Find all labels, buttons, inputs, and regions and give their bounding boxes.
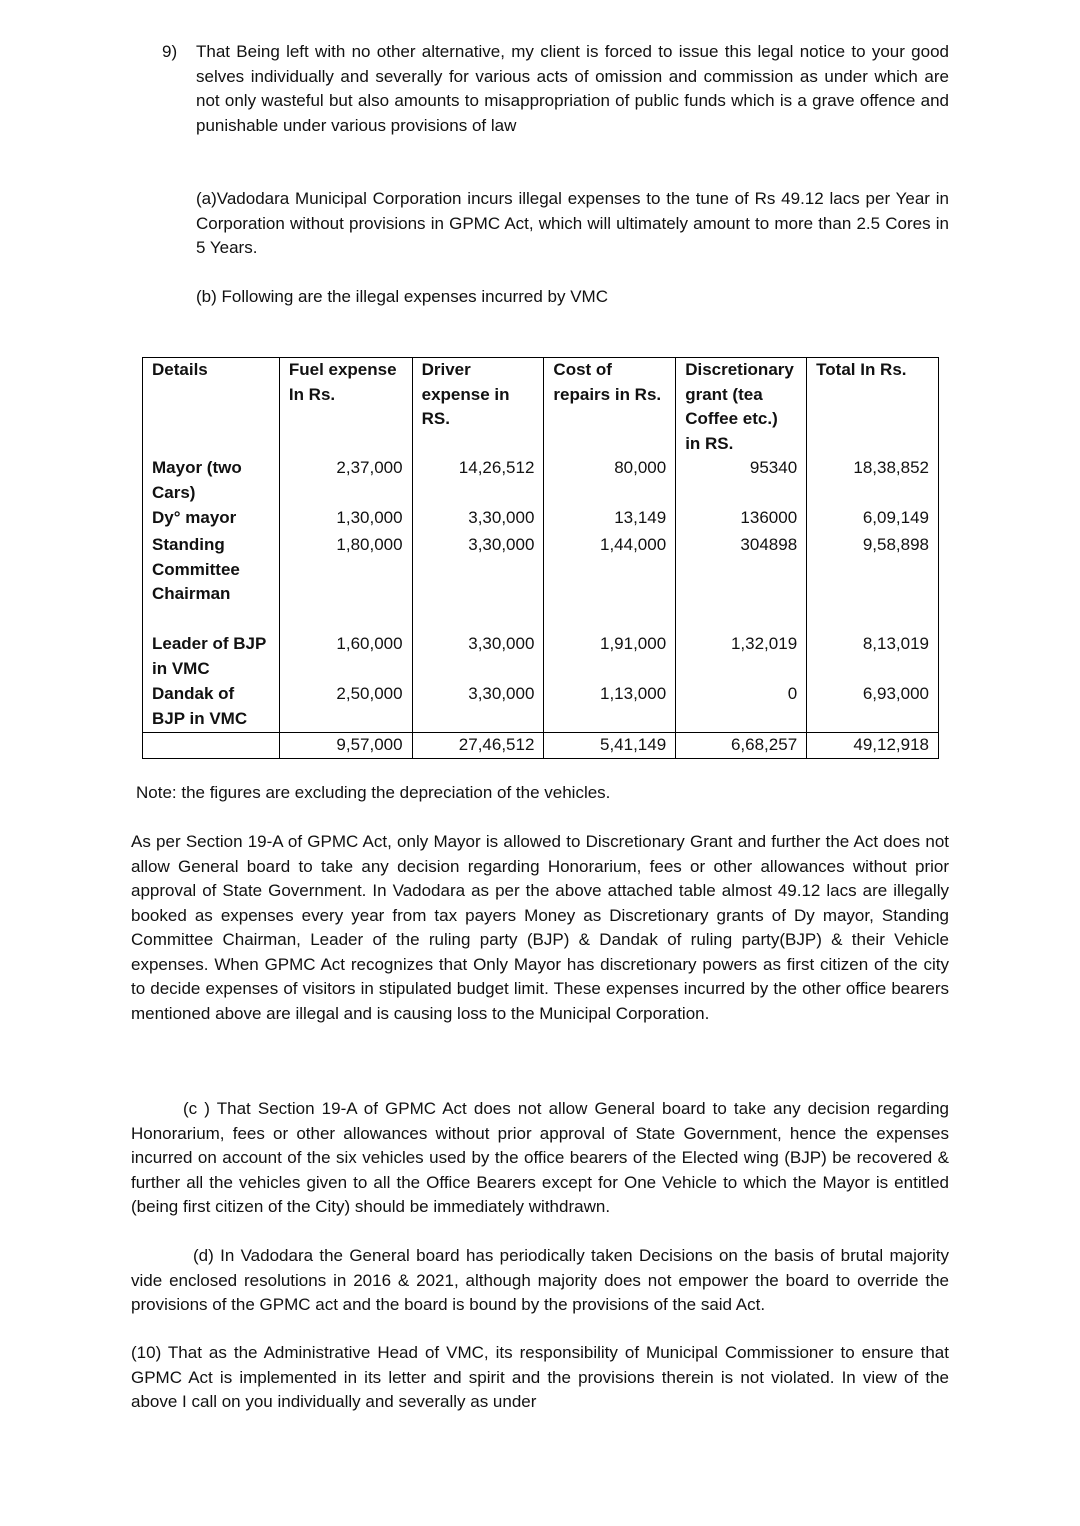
row-details: Leader of BJP in VMC bbox=[143, 632, 280, 682]
expense-table bbox=[142, 357, 939, 759]
table-row bbox=[143, 456, 939, 506]
cell-repairs: 1,13,000 bbox=[544, 682, 676, 733]
cell-grant: 95340 bbox=[676, 456, 807, 506]
cell-total: 6,09,149 bbox=[807, 506, 939, 533]
cell-grant: 0 bbox=[676, 682, 807, 733]
total-fuel: 9,57,000 bbox=[279, 733, 412, 759]
cell-fuel: 1,60,000 bbox=[279, 632, 412, 682]
cell-repairs: 1,91,000 bbox=[544, 632, 676, 682]
paragraph-d-text: (d) In Vadodara the General board has periodically taken Decisions on the basis of brutal majority vide enclosed resolutions in 2016 & 2021, although majority does not empower the board to override the provisions of the GPMC act and the board is bound by the provisions of the said Act. bbox=[131, 1246, 949, 1314]
cell-repairs: 80,000 bbox=[544, 456, 676, 506]
paragraph-a: (a)Vadodara Municipal Corporation incurs illegal expenses to the tune of Rs 49.12 lacs per Year in Corporation without provisions in GPMC Act, which will ultimately amount to more than 2.5 Cores in 5 Years. bbox=[196, 189, 949, 257]
cell-total: 9,58,898 bbox=[807, 533, 939, 632]
cell-total: 18,38,852 bbox=[807, 456, 939, 506]
cell-total: 8,13,019 bbox=[807, 632, 939, 682]
paragraph-9-number: 9) bbox=[162, 42, 178, 61]
section-19a-paragraph: As per Section 19-A of GPMC Act, only Mayor is allowed to Discretionary Grant and further the Act does not allow General board to take any decision regarding Honorarium, fees or other allowances without prior approval of State Government. In Vadodara as per the above attached table almost 49.12 lacs are illegally booked as expenses every year from tax payers Money as Discretionary grants of Dy mayor, Standing Committee Chairman, Leader of the ruling party (BJP) & Dandak of ruling party(BJP) & their Vehicle expenses. When GPMC Act recognizes that Only Mayor has discretionary powers as first citizen of the city to decide expenses of visitors in stipulated budget limit. These expenses incurred by the other office bearers mentioned above are illegal and is causing loss to the Municipal Corporation. bbox=[131, 832, 949, 1023]
cell-grant: 136000 bbox=[676, 506, 807, 533]
cell-driver: 3,30,000 bbox=[412, 506, 544, 533]
table-row bbox=[143, 682, 939, 733]
row-details: Mayor (two Cars) bbox=[143, 456, 280, 506]
paragraph-c-text: (c ) That Section 19-A of GPMC Act does not allow General board to take any decision regarding Honorarium, fees or other allowances without prior approval of State Government, hence the expenses incurred on account of the six vehicles used by the office bearers of the Elected wing (BJP) be recovered & further all the vehicles given to all the Office Bearers except for One Vehicle to which the Mayor is entitled (being first citizen of the City) should be immediately withdrawn. bbox=[131, 1099, 949, 1216]
total-total: 49,12,918 bbox=[807, 733, 939, 759]
table-row bbox=[143, 506, 939, 533]
row-details: Dy° mayor bbox=[143, 506, 280, 533]
header-details: Details bbox=[143, 358, 280, 457]
cell-grant: 304898 bbox=[676, 533, 807, 632]
cell-driver: 3,30,000 bbox=[412, 533, 544, 632]
paragraph-b: (b) Following are the illegal expenses incurred by VMC bbox=[196, 287, 608, 306]
table-header-row bbox=[143, 358, 939, 457]
cell-grant: 1,32,019 bbox=[676, 632, 807, 682]
cell-fuel: 2,37,000 bbox=[279, 456, 412, 506]
cell-repairs: 13,149 bbox=[544, 506, 676, 533]
header-total: Total In Rs. bbox=[807, 358, 939, 457]
row-details: Standing Committee Chairman bbox=[143, 533, 280, 632]
cell-total: 6,93,000 bbox=[807, 682, 939, 733]
cell-driver: 14,26,512 bbox=[412, 456, 544, 506]
cell-fuel: 1,80,000 bbox=[279, 533, 412, 632]
header-driver: Driver expense in RS. bbox=[412, 358, 544, 457]
header-repairs: Cost of repairs in Rs. bbox=[544, 358, 676, 457]
table-note: Note: the figures are excluding the depreciation of the vehicles. bbox=[136, 783, 611, 802]
header-grant: Discretionary grant (tea Coffee etc.) in RS. bbox=[676, 358, 807, 457]
paragraph-d bbox=[131, 1244, 949, 1318]
cell-driver: 3,30,000 bbox=[412, 632, 544, 682]
row-details: Dandak of BJP in VMC bbox=[143, 682, 280, 733]
cell-repairs: 1,44,000 bbox=[544, 533, 676, 632]
table-total-row bbox=[143, 733, 939, 759]
table-row bbox=[143, 632, 939, 682]
cell-driver: 3,30,000 bbox=[412, 682, 544, 733]
table-row bbox=[143, 533, 939, 632]
total-driver: 27,46,512 bbox=[412, 733, 544, 759]
header-fuel: Fuel expense In Rs. bbox=[279, 358, 412, 457]
paragraph-10: (10) That as the Administrative Head of VMC, its responsibility of Municipal Commissioner to ensure that GPMC Act is implemented in its letter and spirit and the provisions therein is not violated. In view of the above I call on you individually and severally as under bbox=[131, 1343, 949, 1411]
paragraph-c bbox=[131, 1097, 949, 1220]
total-grant: 6,68,257 bbox=[676, 733, 807, 759]
total-details bbox=[143, 733, 280, 759]
cell-fuel: 2,50,000 bbox=[279, 682, 412, 733]
paragraph-9: That Being left with no other alternative, my client is forced to issue this legal notice to your good selves individually and severally for various acts of omission and commission as under which are not only wasteful but also amounts to misappropriation of public funds which is a grave offence and punishable under various provisions of law bbox=[196, 42, 949, 135]
cell-fuel: 1,30,000 bbox=[279, 506, 412, 533]
total-repairs: 5,41,149 bbox=[544, 733, 676, 759]
